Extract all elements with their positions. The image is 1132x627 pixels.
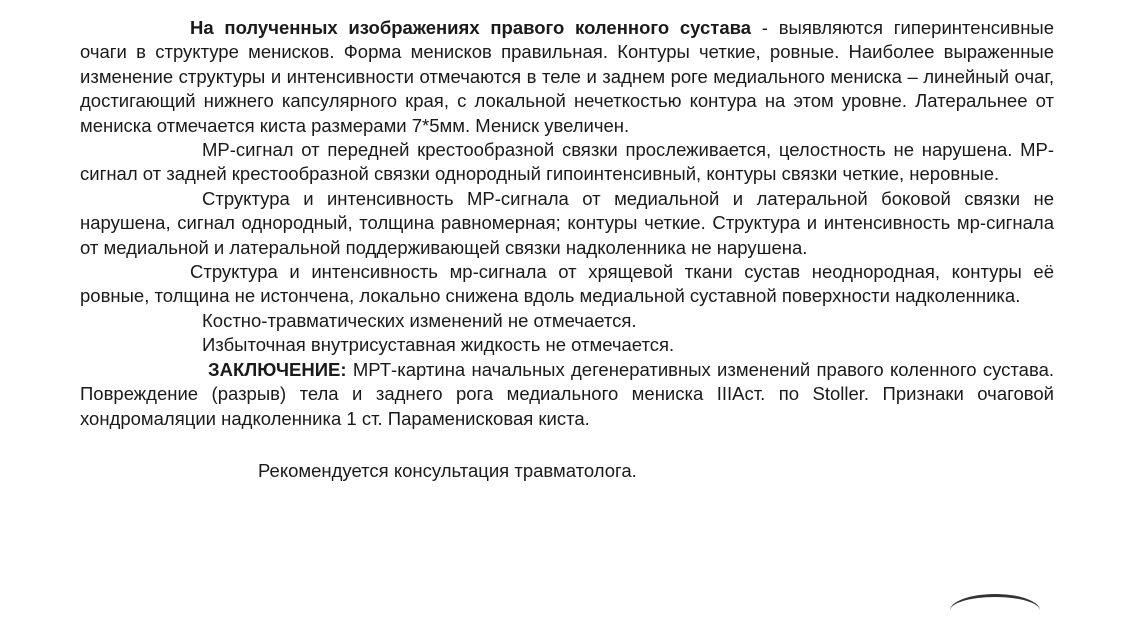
conclusion-label: ЗАКЛЮЧЕНИЕ: xyxy=(208,358,347,380)
conclusion xyxy=(80,358,1054,431)
findings-cruciate-ligaments: МР-сигнал от передней крестообразной связки прослеживается, целостность не нарушена. МР-сигнал от задней крестообразной связки однородный гипоинтенсивный, контуры связки четкие, неровные. xyxy=(80,139,1054,185)
findings-fluid: Избыточная внутрисуставная жидкость не отмечается. xyxy=(202,334,675,356)
findings-collateral-ligaments: Структура и интенсивность МР-сигнала от медиальной и латеральной боковой связки не нарушена, сигнал однородный, толщина равномерная; контуры четкие. Структура и интенсивность мр-сигнала от медиальной и латеральной поддерживающей связки надколенника не нарушена. xyxy=(80,187,1054,258)
findings-cartilage: Структура и интенсивность мр-сигнала от хрящевой ткани сустав неоднородная, контуры её ровные, толщина не истончена, локально снижена вдоль медиальной суставной поверхности надколенника. xyxy=(80,261,1054,307)
findings-heading: На полученных изображениях правого коленного сустава xyxy=(190,17,752,38)
findings-menisci xyxy=(80,16,1054,138)
signature-mark xyxy=(950,594,1040,627)
conclusion-text: МРТ-картина начальных дегенеративных изменений правого коленного сустава. Повреждение (разрыв) тела и заднего рога медиального мениска IIIАст. по Stoller. Признаки очаговой хондромаляции надколенника 1 ст. Параменисковая киста. xyxy=(80,358,1054,429)
findings-bone: Костно-травматических изменений не отмечается. xyxy=(202,309,637,331)
mri-report xyxy=(80,16,1054,483)
recommendation: Рекомендуется консультация травматолога. xyxy=(258,459,637,481)
findings-menisci-text: - выявляются гиперинтенсивные очаги в структуре менисков. Форма менисков правильная. Контуры четкие, ровные. Наиболее выраженные изменение структуры и интенсивности отмечаются в теле и заднем роге медиального мениска – линейный очаг, достигающий нижнего капсулярного края, с локальной нечеткостью контура на этом уровне. Латеральнее от мениска отмечается киста размерами 7*5мм. Мениск увеличен. xyxy=(80,17,1055,136)
